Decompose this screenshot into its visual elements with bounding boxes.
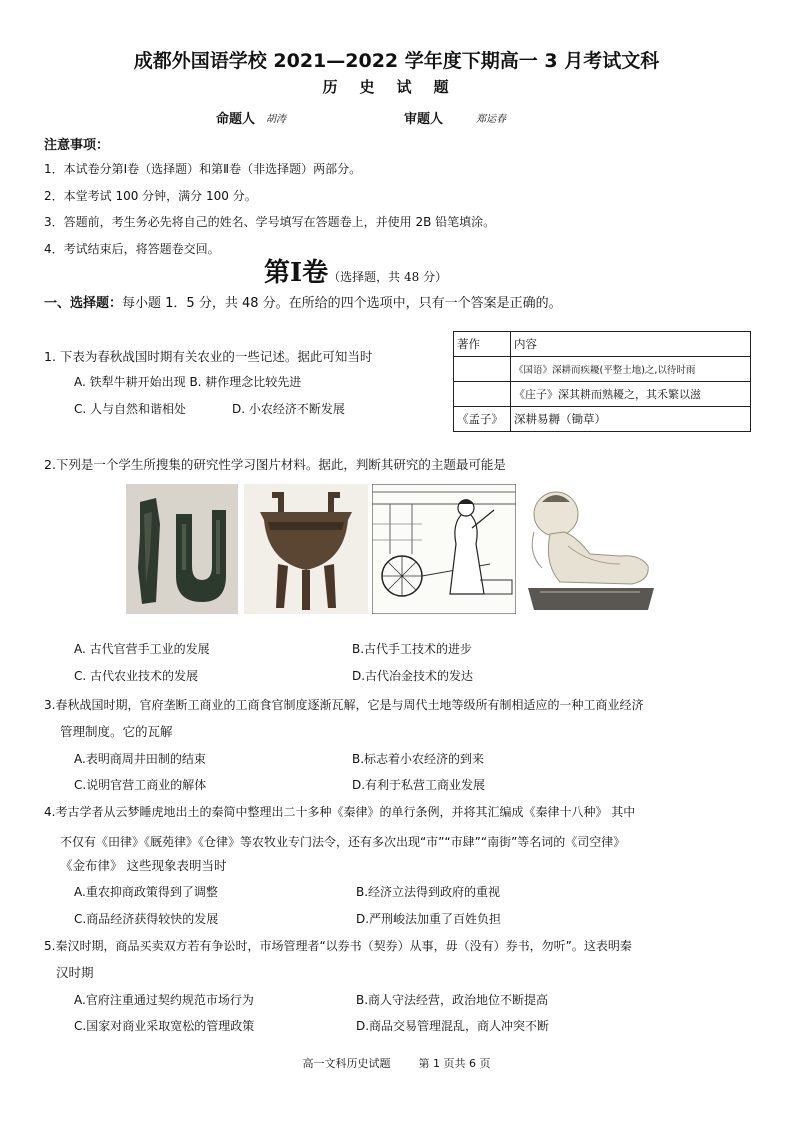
q5-option-b: B.商人守法经营，政治地位不断提高 bbox=[356, 993, 549, 1007]
table-header-row bbox=[454, 332, 751, 357]
part1-subtitle: （选择题，共 48 分） bbox=[328, 270, 448, 284]
q4-option-a: A.重农抑商政策得到了调整 bbox=[74, 885, 218, 899]
q2-option-d: D.古代冶金技术的发达 bbox=[352, 669, 474, 683]
q2-option-b: B.古代手工技术的进步 bbox=[352, 642, 473, 656]
table-cell: 《国语》深耕而疾耰(平整土地)之,以待时雨 bbox=[511, 357, 751, 382]
q4-option-b: B.经济立法得到政府的重视 bbox=[356, 885, 501, 899]
footer-subject: 高一文科历史试题 bbox=[302, 1057, 391, 1070]
q5-stem-line2: 汉时期 bbox=[56, 965, 94, 980]
spinning-wheel-drawing-icon bbox=[372, 484, 516, 614]
section1-text: 每小题 1．5 分，共 48 分。在所给的四个选项中，只有一个答案是正确的。 bbox=[122, 296, 562, 311]
q3-option-b: B.标志着小农经济的到来 bbox=[352, 752, 485, 766]
table-row bbox=[454, 382, 751, 407]
table-cell: 《庄子》深其耕而熟耰之，其禾繁以滋 bbox=[511, 382, 751, 407]
footer-page-number: 第 1 页共 6 页 bbox=[418, 1057, 491, 1070]
table-row bbox=[454, 407, 751, 432]
page-footer bbox=[0, 1055, 793, 1071]
q5-option-d: D.商品交易管理混乱，商人冲突不断 bbox=[356, 1019, 550, 1033]
note-item: 4．考试结束后，将答题卷交回。 bbox=[44, 242, 220, 256]
q3-option-d: D.有利于私营工商业发展 bbox=[352, 778, 486, 792]
table-cell: 深耕易耨（锄草） bbox=[511, 407, 751, 432]
table-cell: 《孟子》 bbox=[454, 407, 511, 432]
table-header-cell: 著作 bbox=[454, 332, 511, 357]
table-row bbox=[454, 357, 751, 382]
q4-stem-line2: 不仅有《田律》《厩苑律》《仓律》等农牧业专门法令，还有多次出现“市”“市肆”“南街”等名词的《司空律》 bbox=[60, 835, 626, 849]
bronze-ding-icon bbox=[244, 484, 368, 614]
q2-stem: 2.下列是一个学生所搜集的研究性学习图片材料。据此，判断其研究的主题最可能是 bbox=[44, 457, 506, 472]
q4-option-c: C.商品经济获得较快的发展 bbox=[74, 912, 219, 926]
q4-stem-line3: 《金布律》 这些现象表明当时 bbox=[60, 858, 227, 873]
section1-label: 一、选择题： bbox=[44, 296, 123, 311]
q5-option-a: A.官府注重通过契约规范市场行为 bbox=[74, 993, 254, 1007]
table-header-cell: 内容 bbox=[511, 332, 751, 357]
q5-stem-line1: 5.秦汉时期，商品买卖双方若有争讼时，市场管理者“以券书（契券）从事，毋（没有）券书，勿听”。这表明秦 bbox=[44, 939, 632, 953]
proposer-name: 胡涛 bbox=[266, 114, 286, 125]
reviewer-name: 郑运春 bbox=[476, 114, 506, 125]
q3-option-a: A.表明商周井田制的结束 bbox=[74, 752, 206, 766]
iron-tools-icon bbox=[126, 484, 238, 614]
q2-option-c: C. 古代农业技术的发展 bbox=[74, 669, 199, 683]
porcelain-pillow-icon bbox=[520, 484, 662, 614]
q4-option-d: D.严刑峻法加重了百姓负担 bbox=[356, 912, 502, 926]
q1-option-c: C. 人与自然和谐相处 bbox=[74, 402, 187, 416]
table-cell bbox=[454, 382, 511, 407]
q5-option-c: C.国家对商业采取宽松的管理政策 bbox=[74, 1019, 255, 1033]
q3-stem-line1: 3.春秋战国时期，官府垄断工商业的工商食官制度逐渐瓦解，它是与周代土地等级所有制相适应的一种工商业经济 bbox=[44, 698, 644, 712]
q3-stem-line2: 管理制度。它的瓦解 bbox=[60, 724, 173, 739]
reviewer-label: 审题人 bbox=[404, 112, 444, 127]
q1-option-d: D. 小农经济不断发展 bbox=[232, 402, 345, 416]
note-item: 2．本堂考试 100 分钟，满分 100 分。 bbox=[44, 189, 257, 203]
part1-title bbox=[264, 252, 447, 289]
table-cell bbox=[454, 357, 511, 382]
section1-heading bbox=[44, 292, 562, 311]
q4-stem-line1: 4.考古学者从云梦睡虎地出土的秦简中整理出二十多种《秦律》的单行条例，并将其汇编成《秦律十八种》 其中 bbox=[44, 805, 636, 819]
q1-stem: 1. 下表为春秋战国时期有关农业的一些记述。据此可知当时 bbox=[44, 349, 373, 364]
q2-option-a: A. 古代官营手工业的发展 bbox=[74, 642, 210, 656]
q1-options-ab: A. 铁犁牛耕开始出现 B. 耕作理念比较先进 bbox=[74, 375, 302, 389]
note-item: 1．本试卷分第Ⅰ卷（选择题）和第Ⅱ卷（非选择题）两部分。 bbox=[44, 162, 362, 176]
q3-option-c: C.说明官营工商业的解体 bbox=[74, 778, 207, 792]
part1-title-text: 第Ⅰ卷 bbox=[264, 258, 329, 288]
exam-title: 成都外国语学校 2021—2022 学年度下期高一 3 月考试文科 bbox=[133, 50, 660, 72]
note-item: 3．答题前，考生务必先将自己的姓名、学号填写在答题卷上，并使用 2B 铅笔填涂。 bbox=[44, 215, 496, 229]
exam-subtitle: 历史试题 bbox=[322, 78, 471, 96]
q1-table bbox=[453, 331, 751, 432]
notes-title: 注意事项： bbox=[44, 138, 110, 153]
proposer-label: 命题人 bbox=[216, 112, 256, 127]
